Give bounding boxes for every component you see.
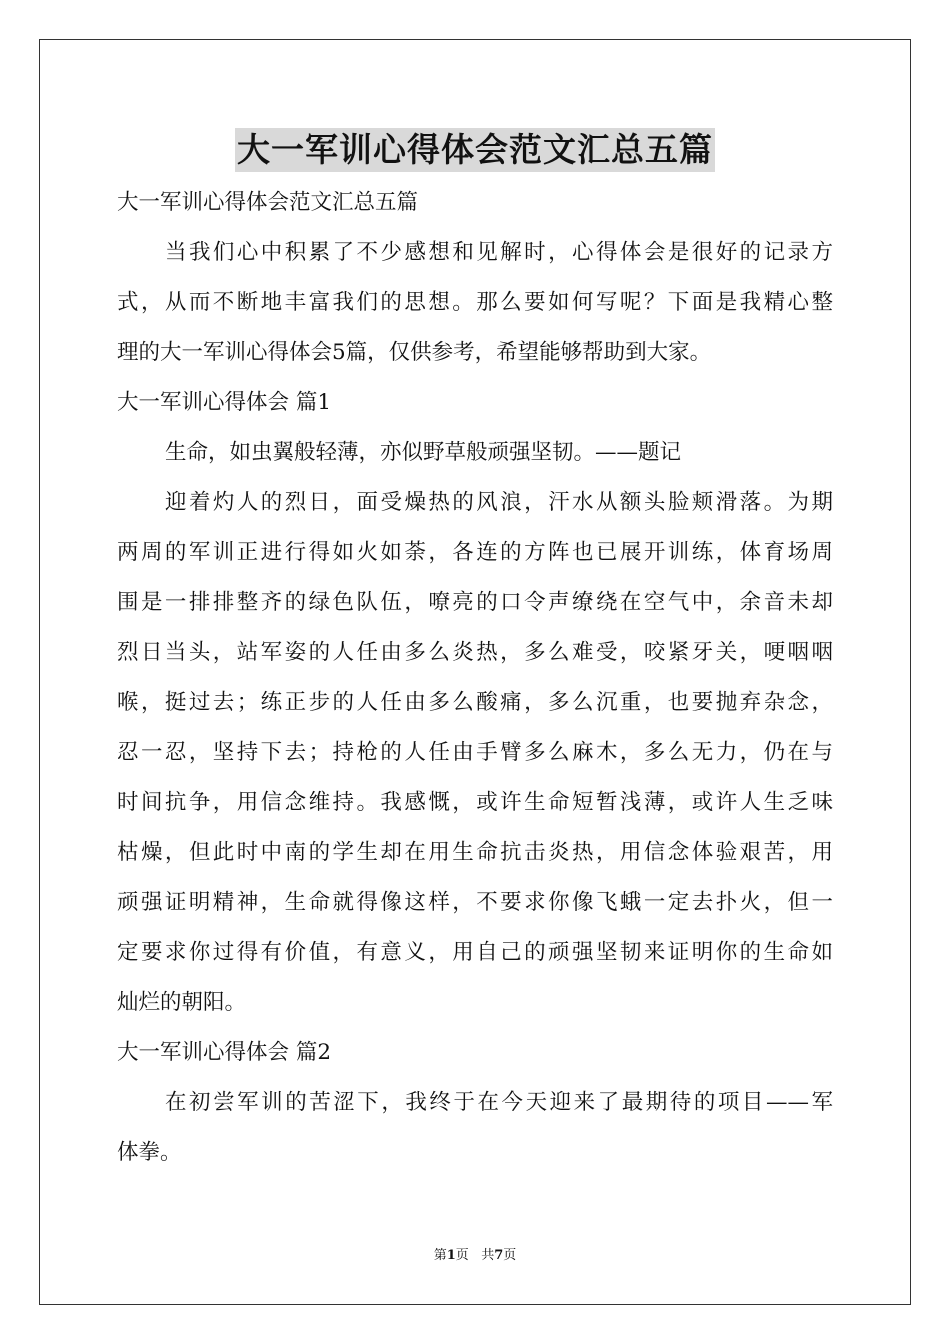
page-footer: [0, 1244, 950, 1263]
paragraph: [117, 228, 833, 378]
paragraph: [117, 428, 833, 478]
paragraph: [117, 478, 833, 1028]
text-line: 大一军训心得体会范文汇总五篇: [117, 190, 419, 215]
text-line: 在初尝军训的苦涩下，我终于在今天迎来了最期待的项目——军: [165, 1090, 833, 1115]
text-line: 喉，挺过去；练正步的人任由多么酸痛，多么沉重，也要抛弃杂念，: [117, 690, 833, 715]
page-label: 第: [433, 1248, 447, 1263]
page-number: 1: [446, 1248, 456, 1263]
text-line: 生命，如虫翼般轻薄，亦似野草般顽强坚韧。——题记: [165, 440, 682, 465]
text-line: 大一军训心得体会 篇1: [117, 390, 332, 415]
document-title: 大一军训心得体会范文汇总五篇: [235, 128, 715, 172]
section-heading: [117, 178, 833, 228]
document-body: [117, 178, 833, 1178]
text-line: 迎着灼人的烈日，面受燥热的风浪，汗水从额头脸颊滑落。为期: [165, 490, 833, 515]
text-line: 两周的军训正进行得如火如荼，各连的方阵也已展开训练，体育场周: [117, 540, 833, 565]
title-container: [0, 128, 950, 172]
section-heading: [117, 1028, 833, 1078]
section-heading: [117, 378, 833, 428]
text-line: 忍一忍，坚持下去；持枪的人任由手臂多么麻木，多么无力，仍在与: [117, 740, 833, 765]
text-line: 枯燥，但此时中南的学生却在用生命抗击炎热，用信念体验艰苦，用: [117, 840, 833, 865]
total-label: 共: [481, 1248, 495, 1263]
text-line: 灿烂的朝阳。: [117, 990, 247, 1015]
text-line: 时间抗争，用信念维持。我感慨，或许生命短暂浅薄，或许人生乏味: [117, 790, 833, 815]
text-line: 定要求你过得有价值，有意义，用自己的顽强坚韧来证明你的生命如: [117, 940, 833, 965]
text-line: 体拳。: [117, 1140, 182, 1165]
text-line: 顽强证明精神，生命就得像这样，不要求你像飞蛾一定去扑火，但一: [117, 890, 833, 915]
total-pages: 7: [494, 1248, 504, 1263]
text-line: 大一军训心得体会 篇2: [117, 1040, 332, 1065]
total-unit: 页: [503, 1248, 517, 1263]
text-line: 式，从而不断地丰富我们的思想。那么要如何写呢？下面是我精心整: [117, 290, 833, 315]
text-line: 当我们心中积累了不少感想和见解时，心得体会是很好的记录方: [165, 240, 833, 265]
text-line: 围是一排排整齐的绿色队伍，嘹亮的口令声缭绕在空气中，余音未却: [117, 590, 833, 615]
text-line: 理的大一军训心得体会5篇，仅供参考，希望能够帮助到大家。: [117, 340, 712, 365]
page-unit: 页: [455, 1248, 469, 1263]
paragraph: [117, 1078, 833, 1178]
text-line: 烈日当头，站军姿的人任由多么炎热，多么难受，咬紧牙关，哽咽咽: [117, 640, 833, 665]
